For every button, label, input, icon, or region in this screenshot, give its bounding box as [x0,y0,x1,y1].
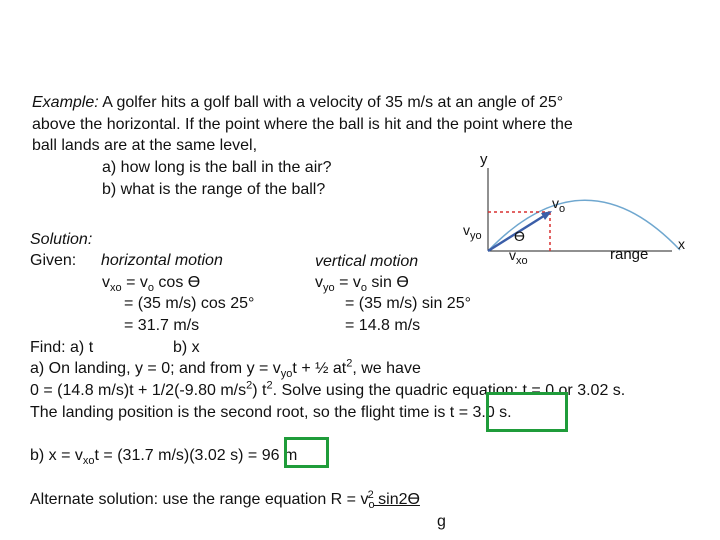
landing-line: The landing position is the second root, so the flight time is t = 3.0 s. [30,404,512,421]
v0-label: $v_o$ [552,195,566,215]
problem-line-1-text: A golfer hits a golf ball with a velocity of 35 m/s at an angle of 25° [98,94,564,111]
vertical-eq-3: = 14.8 m/s [345,317,421,334]
equation-line: 0 = (14.8 m/s)t + 1/2(-9.80 $m/s^2$) $t^2$. Solve using the quadric equation: t = 0 or 3.02 s. [30,379,626,399]
range-answer: 96 m [261,447,298,464]
vx0-label: $v_{xo}$ [509,247,528,267]
y-axis-label: y [480,151,488,168]
vertical-eq-2: = (35 m/s) sin 25° [345,295,471,312]
flight-time-highlight-box [486,392,568,432]
question-a: a) how long is the ball in the air? [102,159,332,176]
example-label: Example: [32,94,99,111]
problem-line-3: ball lands are at the same level, [32,137,258,154]
part-b-line: b) $x = v_{xo}t = (31.7$ m/s)(3.02 s) = 96 m [30,447,298,468]
range-label: range [610,246,649,263]
x-axis-label: x [678,236,685,252]
problem-line-2: above the horizontal. If the point where the ball is hit and the point where the [32,116,573,133]
horizontal-eq-3: = 31.7 m/s [124,317,200,334]
sin2theta-numerator: sin2Ө [373,491,420,508]
horizontal-eq-1: $v_{xo} = v_o$ cos Ө [102,274,201,295]
flight-time-answer: t = 3.0 s. [449,404,512,421]
alternate-solution-line: Alternate solution: use the range equation $R = v_o^2$ sin2Ө [30,488,420,512]
find-a: Find: a) t [30,339,94,356]
vertical-eq-1: $v_{yo} = v_o$ sin Ө [315,274,409,295]
find-b: b) x [173,339,200,356]
range-highlight-box [284,437,329,468]
solution-title: Solution: [30,231,93,248]
horizontal-eq-2: = (35 m/s) cos 25° [124,295,255,312]
range-eq-denominator: g [437,513,446,530]
question-b: b) what is the range of the ball? [102,181,326,198]
vertical-motion-title: vertical motion [315,253,419,270]
vy0-label: $v_{yo}$ [463,222,482,242]
find-line [30,338,200,358]
theta-label: Ө [514,228,525,244]
horizontal-motion-title: horizontal motion [101,252,223,269]
given-label: Given: [30,252,77,269]
part-a-line: a) On landing, y = 0; and from $y = v_{yo}t$ + ½ $at^2$, we have [30,357,421,381]
